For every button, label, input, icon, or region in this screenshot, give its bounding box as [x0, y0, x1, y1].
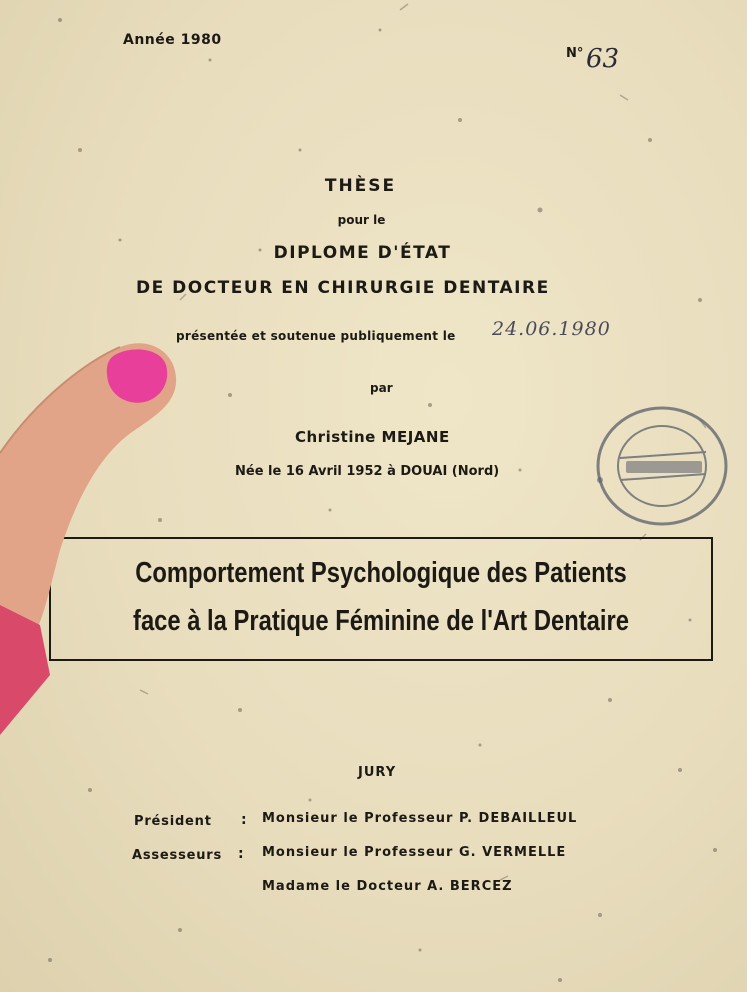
presented-text: présentée et soutenue publiquement le	[176, 329, 456, 343]
number-label: N°	[566, 46, 584, 61]
jury-member-assessor-1: Monsieur le Professeur G. VERMELLE	[262, 845, 567, 860]
thesis-heading: THÈSE	[324, 176, 397, 196]
library-stamp-icon	[590, 400, 730, 530]
jury-heading: JURY	[358, 765, 397, 780]
president-colon: :	[241, 812, 247, 828]
jury-member-president: Monsieur le Professeur P. DEBAILLEUL	[262, 811, 578, 826]
jury-member-assessor-2: Madame le Docteur A. BERCEZ	[262, 879, 513, 894]
pour-le-text: pour le	[337, 213, 386, 227]
author-birth: Née le 16 Avril 1952 à DOUAI (Nord)	[235, 464, 500, 479]
diploma-line-1: DIPLOME D'ÉTAT	[273, 243, 452, 263]
assessors-label: Assesseurs	[132, 848, 223, 863]
defense-date-handwritten: 24.06.1980	[492, 318, 611, 340]
number-handwritten: 63	[586, 44, 620, 74]
par-text: par	[370, 381, 393, 395]
thesis-title-line-2: face à la Pratique Féminine de l'Art Dentaire	[133, 605, 629, 637]
year-label: Année 1980	[123, 32, 222, 48]
assessors-colon: :	[238, 846, 244, 862]
thumb-icon	[0, 335, 190, 755]
author-name: Christine MEJANE	[295, 428, 450, 446]
diploma-line-2: DE DOCTEUR EN CHIRURGIE DENTAIRE	[136, 278, 550, 298]
president-label: Président	[134, 814, 212, 829]
thesis-title-line-1: Comportement Psychologique des Patients	[135, 557, 627, 589]
